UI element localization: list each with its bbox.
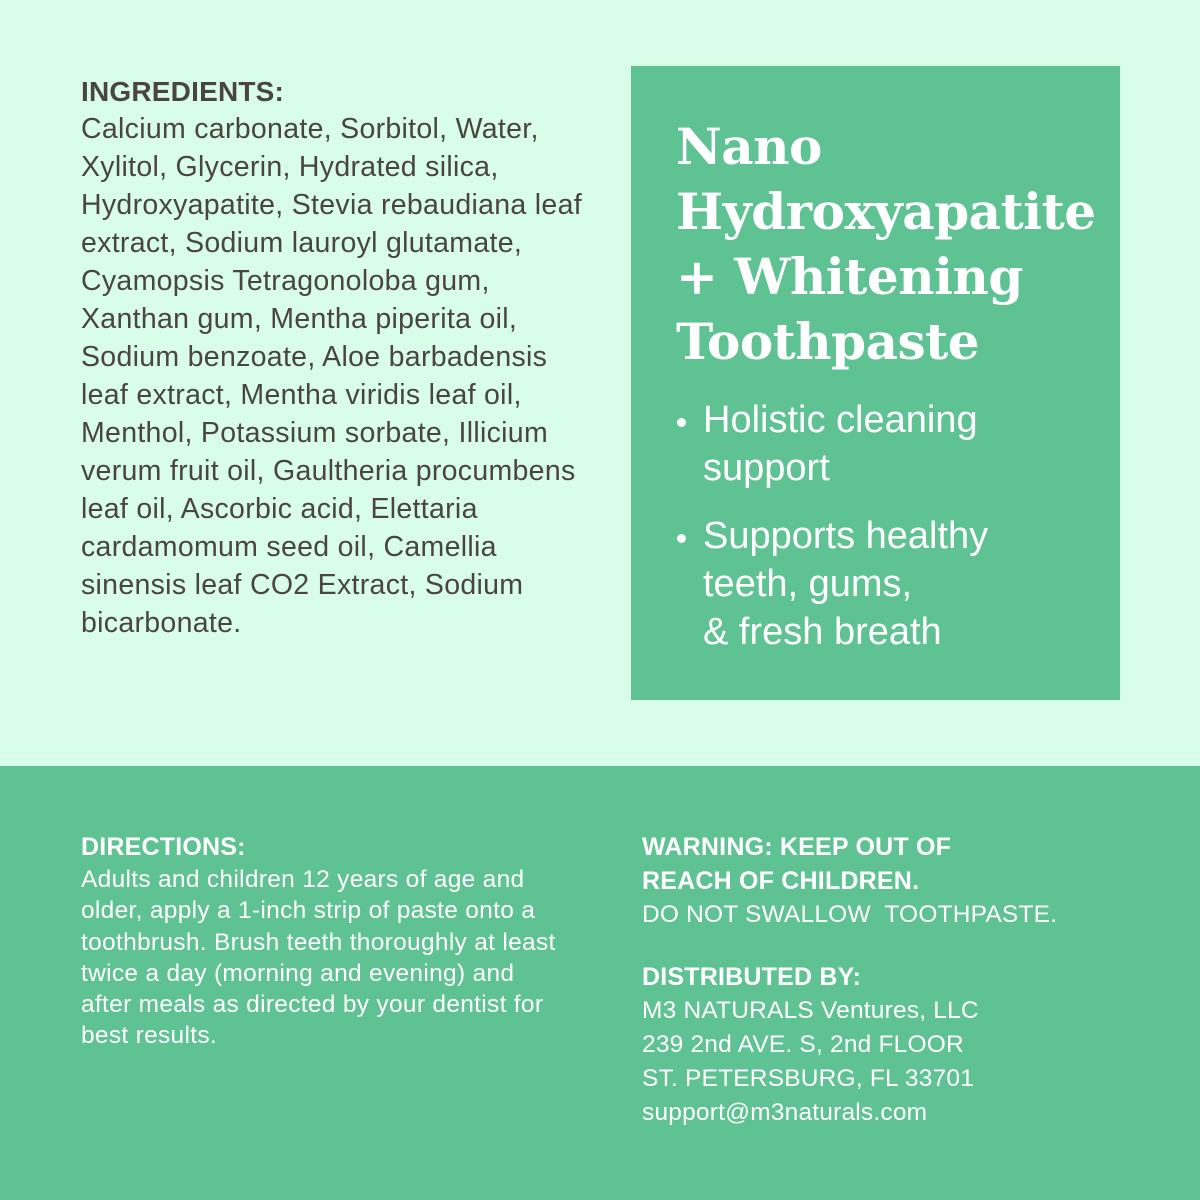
ingredients-heading: INGREDIENTS: [81, 76, 285, 107]
benefit-line: & fresh breath [703, 611, 942, 653]
product-title-line: Hydroxyapatite [676, 182, 1096, 241]
benefit-item [673, 396, 1093, 492]
directions-section [81, 830, 561, 1052]
benefit-line: Holistic cleaning [703, 399, 978, 441]
warning-heading-line: REACH OF CHILDREN. [642, 867, 920, 895]
distributor-company: M3 NATURALS Ventures, LLC [642, 997, 979, 1024]
ingredients-section [81, 74, 601, 642]
distributor-address-line2: ST. PETERSBURG, FL 33701 [642, 1065, 975, 1092]
warning-text: DO NOT SWALLOW TOOTHPASTE. [642, 901, 1058, 928]
distributor-heading: DISTRIBUTED BY: [642, 963, 862, 991]
bullet-icon [677, 418, 686, 427]
bottom-info-band [0, 766, 1200, 1200]
ingredients-text: Calcium carbonate, Sorbitol, Water, Xylitol, Glycerin, Hydrated silica, Hydroxyapatite, Stevia rebaudiana leaf extract, Sodium lauroyl glutamate, Cyamopsis Tetragonoloba gum, Xanthan gum, Mentha piperita oil, Sodium benzoate, Aloe barbadensis leaf extract, Mentha viridis leaf oil, Menthol, Potassium sorbate, Illicium verum fruit oil, Gaultheria procumbens leaf oil, Ascorbic acid, Elettaria cardamomum seed oil, Camellia sinensis leaf CO2 Extract, Sodium bicarbonate. [81, 113, 582, 639]
directions-text: Adults and children 12 years of age and older, apply a 1-inch strip of paste onto a toothbrush. Brush teeth thoroughly at least twice a day (morning and evening) and after meals as directed by your dentist for best results. [81, 866, 556, 1050]
benefits-list [673, 396, 1093, 676]
benefit-line: teeth, gums, [703, 563, 913, 605]
warning-section [642, 830, 1142, 932]
distributor-address-line1: 239 2nd AVE. S, 2nd FLOOR [642, 1031, 964, 1058]
benefit-item [673, 512, 1093, 656]
product-promo-box [631, 66, 1120, 700]
bullet-icon [677, 534, 686, 543]
benefit-line: Supports healthy [703, 515, 989, 557]
distributor-section [642, 960, 1142, 1130]
distributor-email: support@m3naturals.com [642, 1099, 928, 1126]
benefit-line: support [703, 447, 830, 489]
directions-heading: DIRECTIONS: [81, 833, 246, 861]
product-title [676, 114, 1116, 374]
warning-heading-line: WARNING: KEEP OUT OF [642, 833, 952, 861]
product-title-line: Nano [676, 117, 822, 176]
product-title-line: + Whitening [676, 247, 1023, 306]
product-title-line: Toothpaste [676, 312, 980, 371]
